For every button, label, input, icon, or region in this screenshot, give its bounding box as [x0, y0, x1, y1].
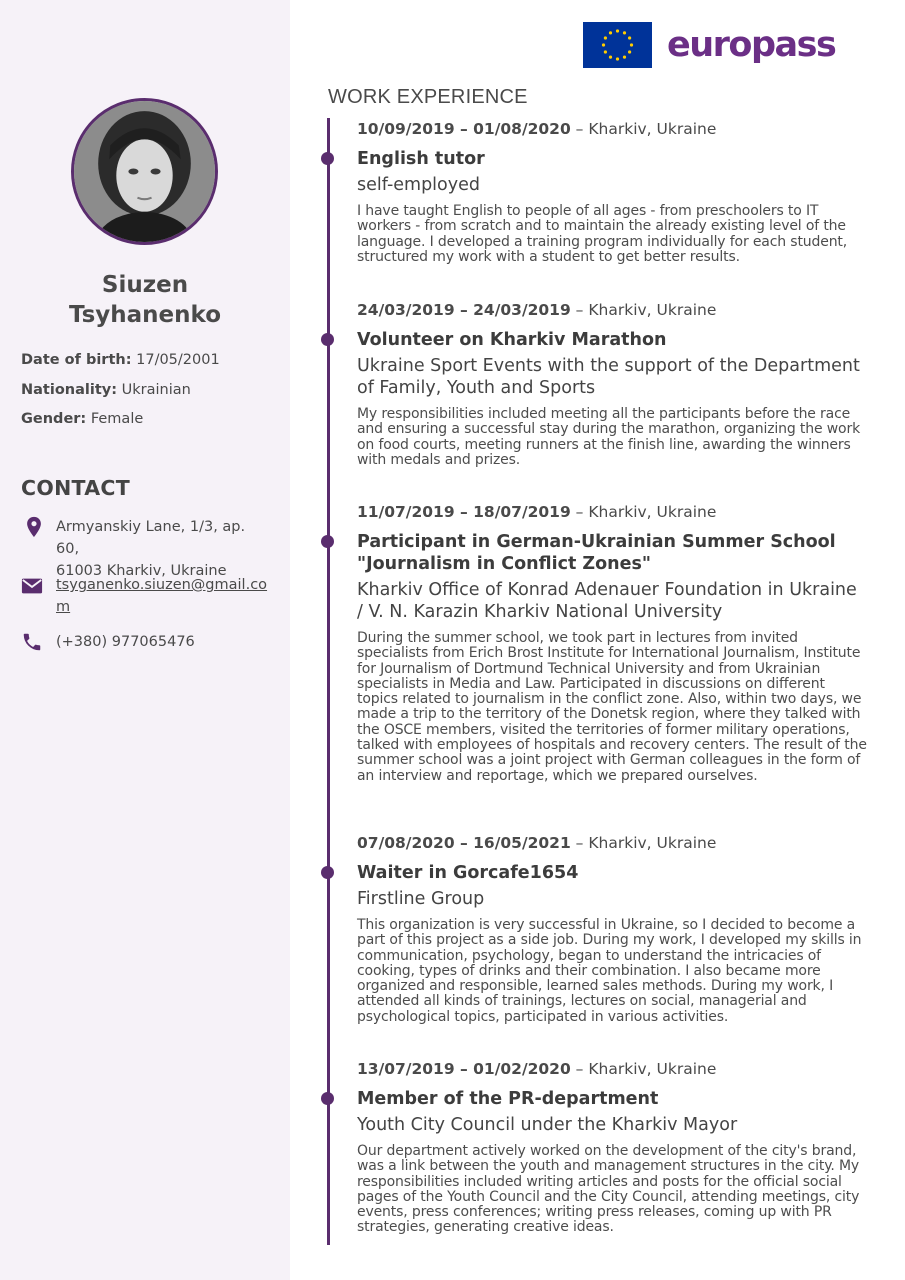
entry-date — [357, 118, 867, 140]
timeline-dot — [321, 866, 334, 879]
timeline-dot — [321, 535, 334, 548]
eu-flag-icon — [583, 22, 652, 68]
email-link[interactable] — [56, 574, 271, 618]
entry-date-range: 24/03/2019 – 24/03/2019 — [357, 301, 571, 319]
entry-date — [357, 299, 867, 321]
work-entry — [357, 501, 867, 784]
timeline-dot — [321, 333, 334, 346]
entry-title: English tutor — [357, 149, 485, 169]
work-entry — [357, 118, 867, 265]
sidebar — [0, 0, 290, 1280]
entry-location: – Kharkiv, Ukraine — [570, 120, 717, 138]
last-name: Tsyhanenko — [68, 302, 222, 328]
europass-logo-text: europass — [667, 25, 836, 65]
envelope-icon — [21, 575, 43, 597]
entry-description: Our department actively worked on the development of the city's brand, was a link between the youth and management structures in the city. My responsibilities included writing articles and posts for the official social pages of the Youth Council and the City Council, attending meetings, city events, press conferences; writing press releases, coming up with PR strategies, generating creative ideas. — [357, 1143, 860, 1236]
entry-organization: Kharkiv Office of Konrad Adenauer Foundation in Ukraine / V. N. Karazin Kharkiv National University — [357, 580, 857, 622]
nationality-value: Ukrainian — [121, 382, 191, 398]
entry-organization: Ukraine Sport Events with the support of the Department of Family, Youth and Sports — [357, 356, 860, 398]
work-experience-heading: WORK EXPERIENCE — [328, 86, 528, 108]
entry-title: Waiter in Gorcafe1654 — [357, 863, 579, 883]
entry-title: Member of the PR-department — [357, 1089, 659, 1109]
entry-location: – Kharkiv, Ukraine — [570, 834, 717, 852]
person-name — [0, 270, 290, 330]
gender-value: Female — [90, 411, 144, 427]
profile-photo-image — [74, 101, 215, 242]
entry-date — [357, 501, 867, 523]
entry-date — [357, 1058, 867, 1080]
entry-date-range: 11/07/2019 – 18/07/2019 — [357, 503, 571, 521]
gender — [21, 411, 281, 427]
entry-description: I have taught English to people of all ages - from preschoolers to IT workers - from scratch and to maintain the already existing level of the language. I developed a training program individually for each student, structured my work with a student to get better results. — [357, 203, 848, 265]
entry-organization: Firstline Group — [357, 889, 485, 909]
address-text — [56, 516, 271, 582]
timeline-dot — [321, 152, 334, 165]
address-line1: Armyanskiy Lane, 1/3, ap. 60, — [56, 519, 246, 557]
entry-organization: Youth City Council under the Kharkiv Mayor — [357, 1115, 738, 1135]
entry-description: During the summer school, we took part in lectures from invited specialists from Erich Brost Institute for International Journalism, Institute for Journalism of Dortmund Technical University and from Ukrainian specialists in Media and Law. Participated in discussions on different topics related to journalism in the conflict zone. Also, within two days, we made a trip to the territory of the Donetsk region, where they talked with the OSCE members, visited the territories of former military operations, talked with employees of hospitals and recovery centers. The result of the summer school was a joint project with German colleagues in the form of an interview and reportage, which we prepared ourselves. — [357, 630, 867, 784]
work-entry — [357, 1058, 867, 1236]
timeline-line — [327, 118, 330, 1245]
profile-photo — [71, 98, 218, 245]
contact-heading: CONTACT — [21, 476, 131, 500]
dob-value: 17/05/2001 — [136, 352, 220, 368]
email-line2: m — [56, 599, 71, 615]
nationality-label: Nationality: — [21, 382, 118, 398]
entry-description: My responsibilities included meeting all the participants before the race and ensuring a successful stay during the marathon, organizing the work on food courts, meeting runners at the finish line, awarding the winners with medals and prizes. — [357, 406, 861, 468]
nationality — [21, 382, 281, 398]
work-entry — [357, 832, 867, 1025]
entry-location: – Kharkiv, Ukraine — [570, 301, 717, 319]
email-line1: tsyganenko.siuzen@gmail.co — [56, 577, 268, 593]
first-name: Siuzen — [101, 272, 189, 298]
entry-title: Volunteer on Kharkiv Marathon — [357, 330, 667, 350]
entry-date-range: 10/09/2019 – 01/08/2020 — [357, 120, 571, 138]
entry-description: This organization is very successful in Ukraine, so I decided to become a part of this project as a side job. During my work, I developed my skills in communication, psychology, began to understand the intricacies of cooking, types of drinks and their combination. I also became more organized and responsible, learned sales methods. During my work, I attended all kinds of trainings, lectures on social, managerial and psychological topics, participated in various activities. — [357, 917, 862, 1025]
dob-label: Date of birth: — [21, 352, 132, 368]
entry-location: – Kharkiv, Ukraine — [570, 503, 717, 521]
date-of-birth — [21, 352, 281, 368]
entry-date-range: 07/08/2020 – 16/05/2021 — [357, 834, 571, 852]
location-pin-icon — [23, 516, 45, 538]
entry-organization: self-employed — [357, 175, 480, 195]
phone-text: (+380) 977065476 — [56, 634, 195, 650]
phone-icon — [21, 631, 43, 653]
gender-label: Gender: — [21, 411, 87, 427]
work-entry — [357, 299, 867, 468]
timeline-dot — [321, 1092, 334, 1105]
entry-title: Participant in German-Ukrainian Summer School "Journalism in Conflict Zones" — [357, 532, 836, 574]
entry-date — [357, 832, 867, 854]
entry-location: – Kharkiv, Ukraine — [570, 1060, 717, 1078]
address-line2: 61003 Kharkiv, Ukraine — [56, 563, 227, 579]
entry-date-range: 13/07/2019 – 01/02/2020 — [357, 1060, 571, 1078]
